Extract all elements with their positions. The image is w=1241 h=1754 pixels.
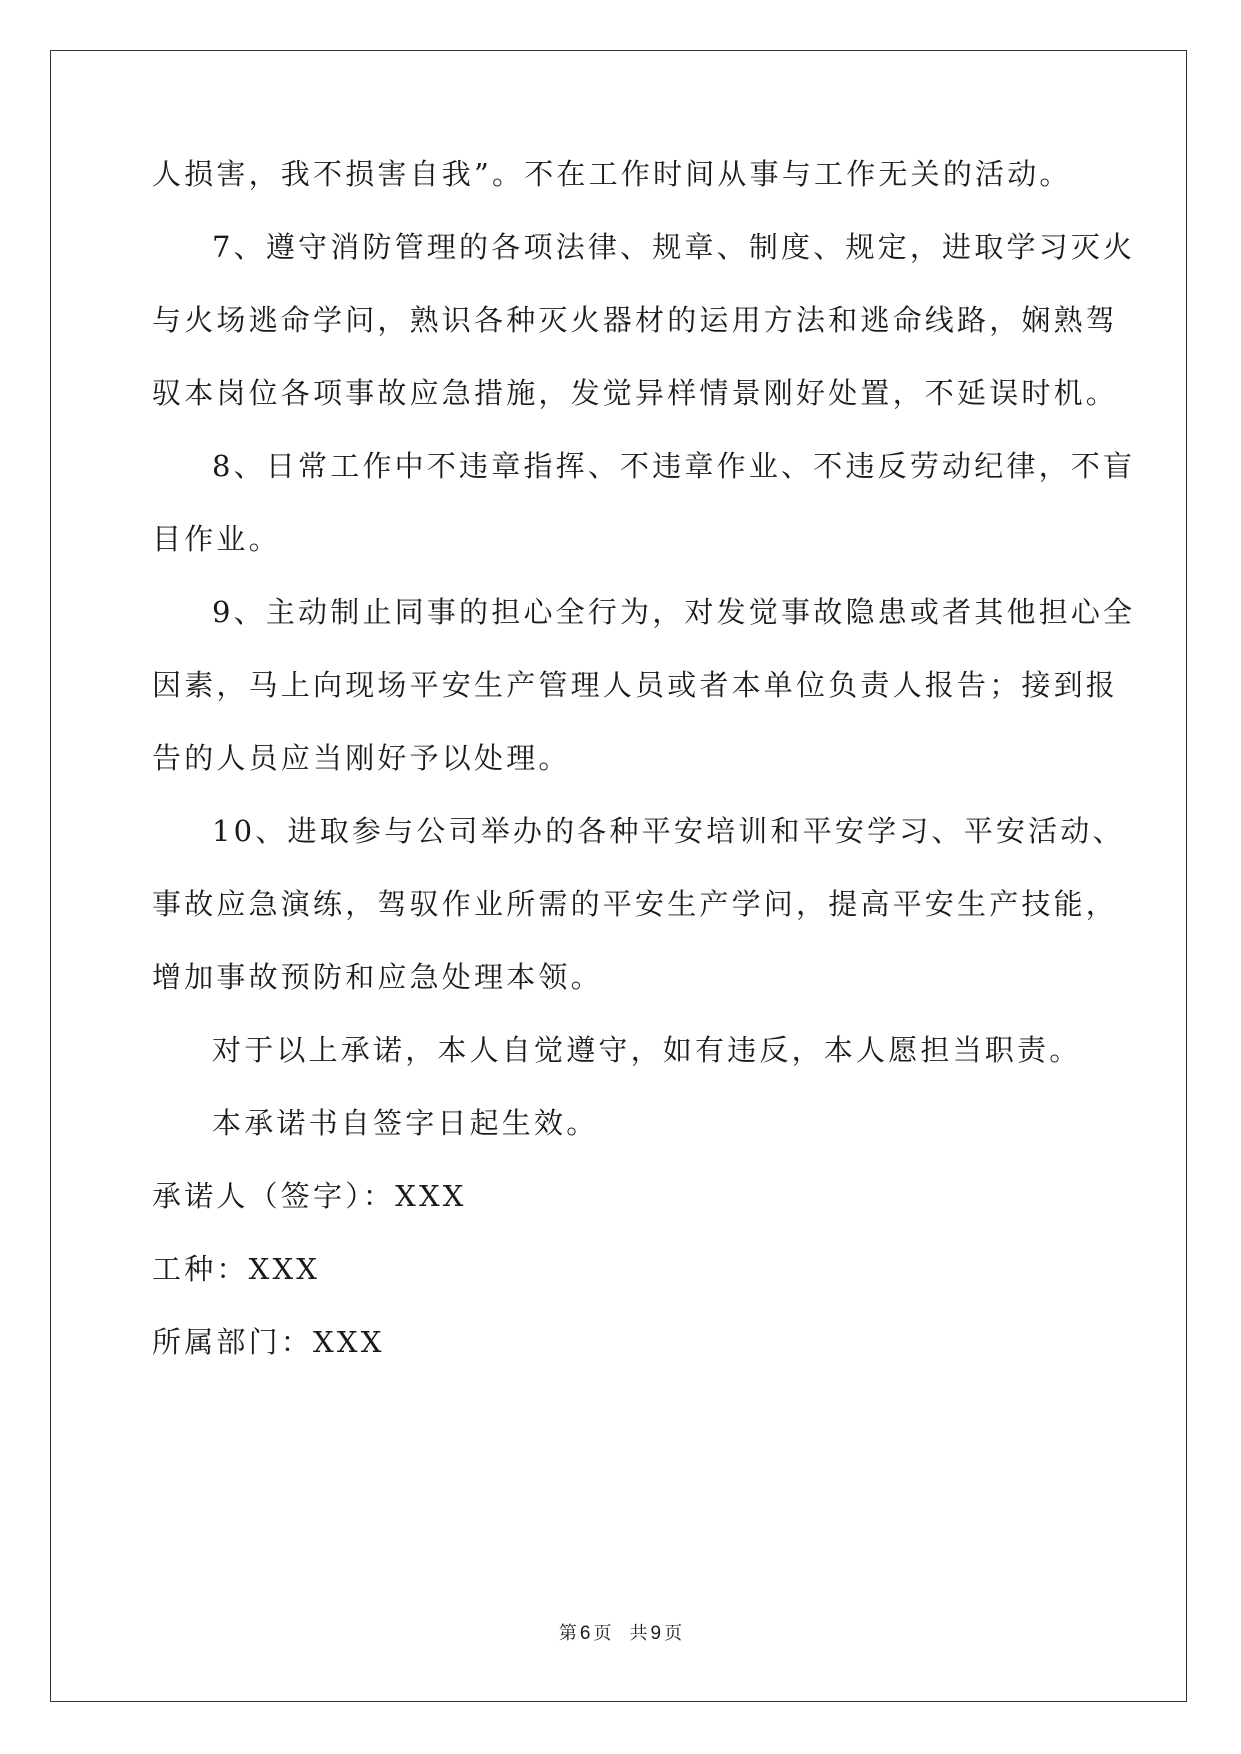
text-line-4: 驭本岗位各项事故应急措施，发觉异样情景刚好处置，不延误时机。 [152, 376, 1119, 410]
text-line-7: 9、主动制止同事的担心全行为，对发觉事故隐患或者其他担心全 [212, 595, 1136, 629]
text-line-10: 10、进取参与公司举办的各种平安培训和平安学习、平安活动、 [212, 814, 1125, 848]
text-line-2: 7、遵守消防管理的各项法律、规章、制度、规定，进取学习灭火 [212, 230, 1136, 264]
text-line-3: 与火场逃命学问，熟识各种灭火器材的运用方法和逃命线路，娴熟驾 [152, 303, 1119, 337]
text-line-5: 8、日常工作中不违章指挥、不违章作业、不违反劳动纪律，不盲 [212, 449, 1136, 483]
text-line-1: 人损害，我不损害自我”。不在工作时间从事与工作无关的活动。 [152, 157, 1072, 191]
job-type-field: 工种：XXX [152, 1252, 321, 1286]
text-line-11: 事故应急演练，驾驭作业所需的平安生产学问，提高平安生产技能， [152, 887, 1119, 921]
text-line-9: 告的人员应当刚好予以处理。 [152, 741, 571, 775]
text-line-12: 增加事故预防和应急处理本领。 [152, 960, 603, 994]
page-prefix: 第 [558, 1623, 577, 1644]
commitment-statement: 对于以上承诺，本人自觉遵守，如有违反，本人愿担当职责。 [212, 1033, 1082, 1067]
department-field: 所属部门：XXX [152, 1325, 385, 1359]
total-pages: 9 [650, 1623, 662, 1644]
total-prefix: 共 [629, 1623, 648, 1644]
page-number: 6 [579, 1623, 591, 1644]
page-suffix: 页 [593, 1623, 612, 1644]
effective-statement: 本承诺书自签字日起生效。 [212, 1106, 599, 1140]
total-suffix: 页 [664, 1623, 683, 1644]
page-footer [0, 1622, 1241, 1646]
text-line-6: 目作业。 [152, 522, 281, 556]
page-border [50, 50, 1187, 1702]
signer-field: 承诺人（签字）：XXX [152, 1179, 467, 1213]
text-line-8: 因素，马上向现场平安生产管理人员或者本单位负责人报告；接到报 [152, 668, 1119, 702]
